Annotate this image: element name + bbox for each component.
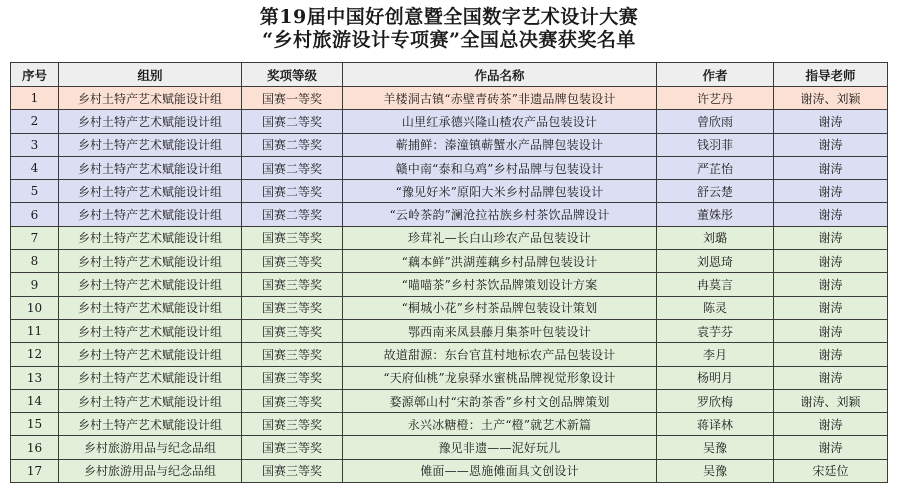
header-no: 序号 bbox=[11, 63, 59, 87]
cell-group: 乡村旅游用品与纪念品组 bbox=[59, 459, 242, 482]
cell-author: 吴豫 bbox=[657, 436, 774, 459]
cell-award: 国赛三等奖 bbox=[242, 459, 343, 482]
cell-group: 乡村土特产艺术赋能设计组 bbox=[59, 389, 242, 412]
cell-work: 傩面——恩施傩面具文创设计 bbox=[343, 459, 657, 482]
cell-group: 乡村土特产艺术赋能设计组 bbox=[59, 87, 242, 110]
cell-work: “豫见好米”原阳大米乡村品牌包装设计 bbox=[343, 180, 657, 203]
cell-author: 陈灵 bbox=[657, 296, 774, 319]
cell-author: 董姝彤 bbox=[657, 203, 774, 226]
cell-group: 乡村土特产艺术赋能设计组 bbox=[59, 250, 242, 273]
cell-award: 国赛三等奖 bbox=[242, 250, 343, 273]
cell-teacher: 谢涛 bbox=[774, 273, 888, 296]
cell-award: 国赛三等奖 bbox=[242, 343, 343, 366]
cell-teacher: 谢涛 bbox=[774, 319, 888, 342]
cell-author: 蒋译林 bbox=[657, 413, 774, 436]
table-row bbox=[11, 343, 888, 366]
cell-work: 豫见非遗——泥好玩儿 bbox=[343, 436, 657, 459]
cell-group: 乡村土特产艺术赋能设计组 bbox=[59, 413, 242, 436]
cell-teacher: 谢涛 bbox=[774, 366, 888, 389]
table-row bbox=[11, 250, 888, 273]
cell-no: 12 bbox=[11, 343, 59, 366]
header-author: 作者 bbox=[657, 63, 774, 87]
cell-group: 乡村土特产艺术赋能设计组 bbox=[59, 273, 242, 296]
cell-group: 乡村土特产艺术赋能设计组 bbox=[59, 296, 242, 319]
cell-no: 14 bbox=[11, 389, 59, 412]
table-row bbox=[11, 87, 888, 110]
cell-teacher: 谢涛、刘颖 bbox=[774, 87, 888, 110]
cell-teacher: 谢涛 bbox=[774, 180, 888, 203]
award-table bbox=[10, 62, 888, 483]
cell-work: 鄂西南来凤县藤月集茶叶包装设计 bbox=[343, 319, 657, 342]
table-header-row bbox=[11, 63, 888, 87]
cell-award: 国赛三等奖 bbox=[242, 436, 343, 459]
cell-no: 4 bbox=[11, 156, 59, 179]
cell-work: 蕲捕鲜：溱潼镇蕲蟹水产品牌包装设计 bbox=[343, 133, 657, 156]
cell-award: 国赛二等奖 bbox=[242, 203, 343, 226]
cell-no: 13 bbox=[11, 366, 59, 389]
cell-group: 乡村旅游用品与纪念品组 bbox=[59, 436, 242, 459]
cell-work: 珍茸礼—长白山珍农产品包装设计 bbox=[343, 226, 657, 249]
cell-teacher: 谢涛 bbox=[774, 226, 888, 249]
cell-group: 乡村土特产艺术赋能设计组 bbox=[59, 319, 242, 342]
page-subtitle: “乡村旅游设计专项赛”全国总决赛获奖名单 bbox=[262, 29, 636, 51]
cell-work: 婺源鄣山村“宋韵茶香”乡村文创品牌策划 bbox=[343, 389, 657, 412]
table-row bbox=[11, 156, 888, 179]
cell-author: 舒云楚 bbox=[657, 180, 774, 203]
cell-author: 刘恩琦 bbox=[657, 250, 774, 273]
cell-award: 国赛二等奖 bbox=[242, 133, 343, 156]
cell-work: “喵喵茶”乡村茶饮品牌策划设计方案 bbox=[343, 273, 657, 296]
cell-author: 刘璐 bbox=[657, 226, 774, 249]
cell-work: “桐城小花”乡村茶品牌包装设计策划 bbox=[343, 296, 657, 319]
cell-no: 2 bbox=[11, 110, 59, 133]
cell-award: 国赛二等奖 bbox=[242, 180, 343, 203]
cell-teacher: 谢涛、刘颖 bbox=[774, 389, 888, 412]
table-row bbox=[11, 273, 888, 296]
cell-award: 国赛三等奖 bbox=[242, 366, 343, 389]
cell-work: 永兴冰糖橙：土产“橙”就艺术新篇 bbox=[343, 413, 657, 436]
cell-group: 乡村土特产艺术赋能设计组 bbox=[59, 343, 242, 366]
cell-award: 国赛三等奖 bbox=[242, 296, 343, 319]
cell-author: 曾欣雨 bbox=[657, 110, 774, 133]
cell-award: 国赛三等奖 bbox=[242, 319, 343, 342]
cell-no: 3 bbox=[11, 133, 59, 156]
table-row bbox=[11, 296, 888, 319]
cell-work: “藕本鲜”洪湖莲藕乡村品牌包装设计 bbox=[343, 250, 657, 273]
cell-no: 16 bbox=[11, 436, 59, 459]
cell-work: “云岭茶韵”澜沧拉祜族乡村茶饮品牌设计 bbox=[343, 203, 657, 226]
table-row bbox=[11, 366, 888, 389]
cell-work: 赣中南“泰和乌鸡”乡村品牌与包装设计 bbox=[343, 156, 657, 179]
cell-author: 冉莫言 bbox=[657, 273, 774, 296]
cell-group: 乡村土特产艺术赋能设计组 bbox=[59, 180, 242, 203]
cell-teacher: 谢涛 bbox=[774, 413, 888, 436]
cell-author: 严芷怡 bbox=[657, 156, 774, 179]
cell-author: 吴豫 bbox=[657, 459, 774, 482]
cell-award: 国赛三等奖 bbox=[242, 273, 343, 296]
cell-award: 国赛二等奖 bbox=[242, 156, 343, 179]
cell-group: 乡村土特产艺术赋能设计组 bbox=[59, 203, 242, 226]
table-row bbox=[11, 203, 888, 226]
cell-award: 国赛三等奖 bbox=[242, 389, 343, 412]
header-group: 组别 bbox=[59, 63, 242, 87]
cell-group: 乡村土特产艺术赋能设计组 bbox=[59, 133, 242, 156]
cell-group: 乡村土特产艺术赋能设计组 bbox=[59, 226, 242, 249]
cell-author: 杨明月 bbox=[657, 366, 774, 389]
cell-author: 袁芋芬 bbox=[657, 319, 774, 342]
cell-no: 5 bbox=[11, 180, 59, 203]
cell-no: 11 bbox=[11, 319, 59, 342]
cell-award: 国赛三等奖 bbox=[242, 413, 343, 436]
cell-author: 钱羽菲 bbox=[657, 133, 774, 156]
cell-group: 乡村土特产艺术赋能设计组 bbox=[59, 366, 242, 389]
cell-work: 山里红承德兴隆山楂农产品包装设计 bbox=[343, 110, 657, 133]
cell-no: 6 bbox=[11, 203, 59, 226]
table-row bbox=[11, 110, 888, 133]
cell-author: 罗欣梅 bbox=[657, 389, 774, 412]
cell-no: 15 bbox=[11, 413, 59, 436]
header-work: 作品名称 bbox=[343, 63, 657, 87]
cell-work: “天府仙桃”龙泉驿水蜜桃品牌视觉形象设计 bbox=[343, 366, 657, 389]
cell-award: 国赛三等奖 bbox=[242, 226, 343, 249]
table-row bbox=[11, 319, 888, 342]
cell-group: 乡村土特产艺术赋能设计组 bbox=[59, 156, 242, 179]
table-row bbox=[11, 389, 888, 412]
cell-teacher: 宋廷位 bbox=[774, 459, 888, 482]
cell-teacher: 谢涛 bbox=[774, 156, 888, 179]
cell-no: 17 bbox=[11, 459, 59, 482]
cell-teacher: 谢涛 bbox=[774, 133, 888, 156]
cell-teacher: 谢涛 bbox=[774, 436, 888, 459]
header-teacher: 指导老师 bbox=[774, 63, 888, 87]
cell-work: 故道甜源：东台官苴村地标农产品包装设计 bbox=[343, 343, 657, 366]
table-row bbox=[11, 459, 888, 482]
cell-award: 国赛一等奖 bbox=[242, 87, 343, 110]
cell-no: 7 bbox=[11, 226, 59, 249]
cell-teacher: 谢涛 bbox=[774, 343, 888, 366]
table-row bbox=[11, 436, 888, 459]
cell-no: 10 bbox=[11, 296, 59, 319]
page-title: 第19届中国好创意暨全国数字艺术设计大赛 bbox=[259, 6, 639, 28]
cell-no: 1 bbox=[11, 87, 59, 110]
table-row bbox=[11, 133, 888, 156]
cell-teacher: 谢涛 bbox=[774, 250, 888, 273]
cell-award: 国赛二等奖 bbox=[242, 110, 343, 133]
table-row bbox=[11, 180, 888, 203]
cell-no: 9 bbox=[11, 273, 59, 296]
table-row bbox=[11, 226, 888, 249]
cell-group: 乡村土特产艺术赋能设计组 bbox=[59, 110, 242, 133]
table-row bbox=[11, 413, 888, 436]
cell-author: 李月 bbox=[657, 343, 774, 366]
cell-teacher: 谢涛 bbox=[774, 296, 888, 319]
cell-teacher: 谢涛 bbox=[774, 203, 888, 226]
header-award: 奖项等级 bbox=[242, 63, 343, 87]
cell-teacher: 谢涛 bbox=[774, 110, 888, 133]
cell-work: 羊楼洞古镇“赤壁青砖茶”非遗品牌包装设计 bbox=[343, 87, 657, 110]
cell-no: 8 bbox=[11, 250, 59, 273]
cell-author: 许艺丹 bbox=[657, 87, 774, 110]
